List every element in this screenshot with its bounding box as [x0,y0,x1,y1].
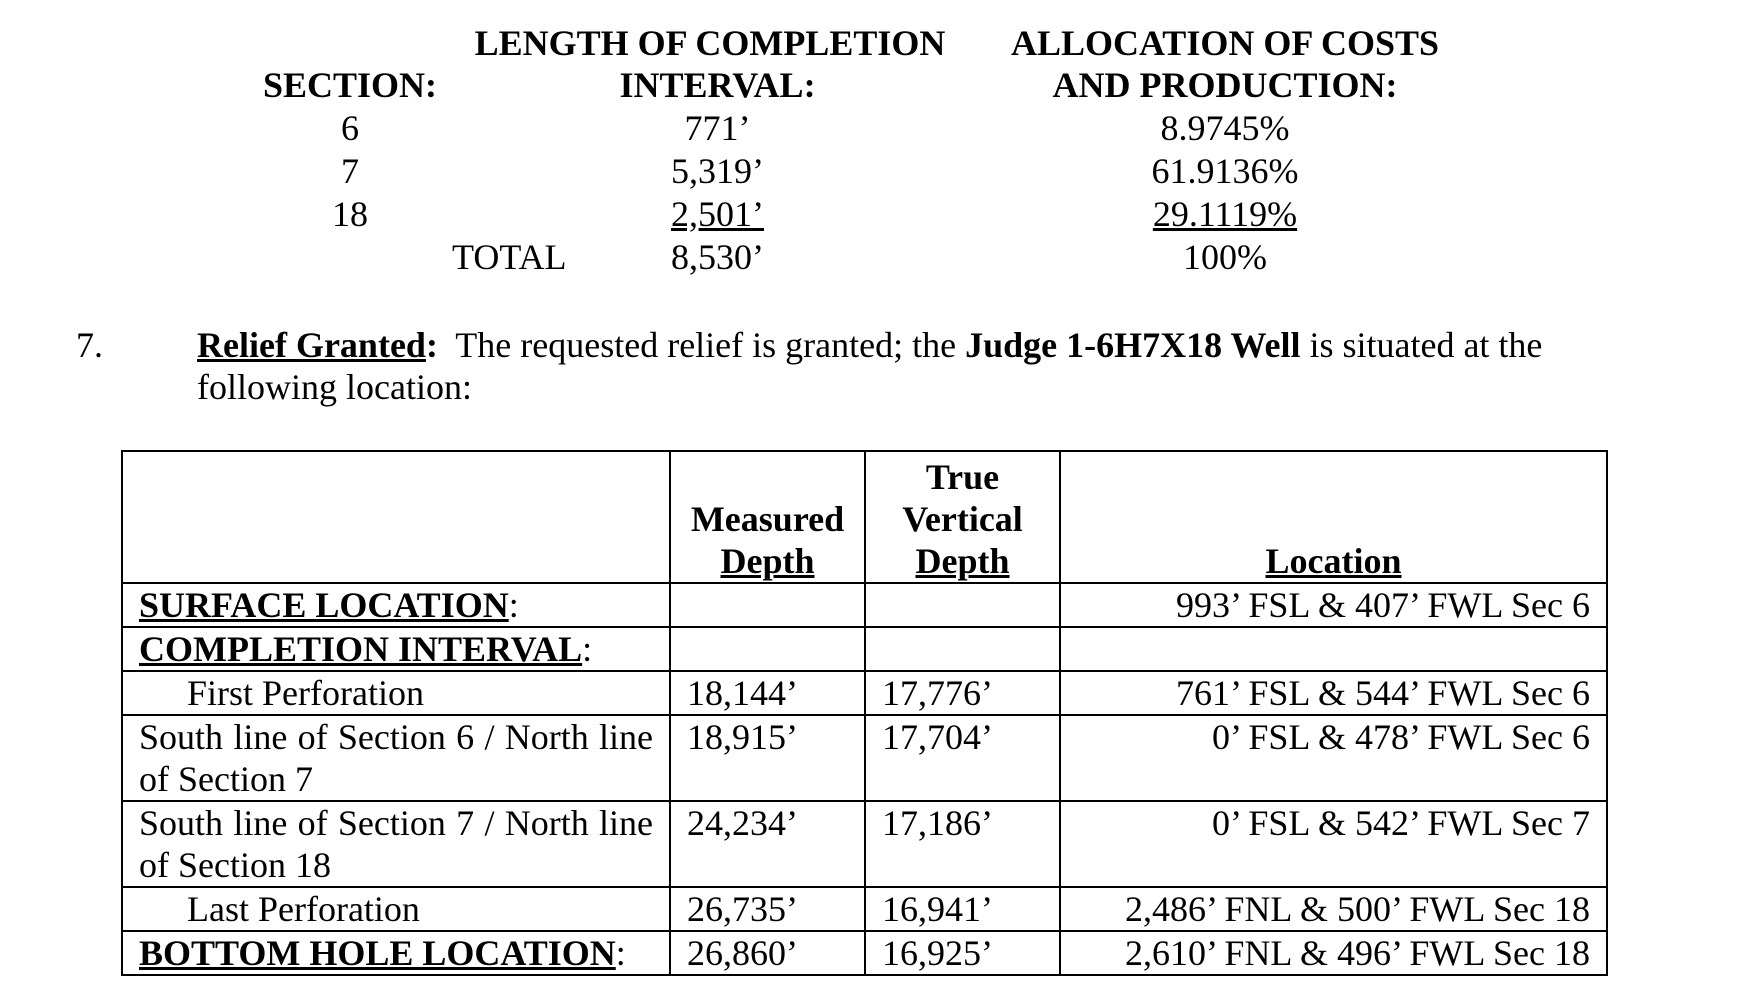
location-cell [1060,627,1607,671]
tvd-header [865,451,1060,583]
location-cell: 0’ FSL & 478’ FWL Sec 6 [1060,715,1607,801]
row-label: First Perforation [122,671,670,715]
measured-depth-cell: 26,735’ [670,887,865,931]
row-label [122,583,670,627]
table-row [122,931,1607,975]
well-name: Judge 1-6H7X18 Well [965,325,1301,365]
measured-depth-cell: 18,915’ [670,715,865,801]
measured-depth-header-line1: Measured [690,499,845,539]
location-table [121,450,1608,976]
tvd-header-line1: True [925,457,1000,497]
location-header [1060,451,1607,583]
table-row [122,583,1607,627]
tvd-cell [865,583,1060,627]
paragraph-text-before: The requested relief is granted; the [455,325,957,365]
row-label: South line of Section 7 / North line of Section 18 [122,801,670,887]
measured-depth-header-line2: Depth [720,541,815,581]
alloc-row-length [610,193,825,235]
alloc-header-line1: ALLOCATION OF COSTS [1010,23,1440,63]
table-row [122,671,1607,715]
total-label: TOTAL [452,237,567,277]
row-label [122,931,670,975]
measured-depth-header [670,451,865,583]
alloc-row-length: 771’ [684,108,751,148]
location-cell: 761’ FSL & 544’ FWL Sec 6 [1060,671,1607,715]
table-row [122,715,1607,801]
tvd-cell: 16,941’ [865,887,1060,931]
tvd-header-line3: Depth [915,541,1010,581]
tvd-header-line2: Vertical [902,499,1023,539]
measured-depth-cell: 24,234’ [670,801,865,887]
alloc-row-percent: 8.9745% [1160,108,1290,148]
alloc-row-section: 18 [332,194,368,234]
relief-granted-paragraph [197,324,1647,408]
tvd-cell: 17,704’ [865,715,1060,801]
alloc-header-line2: AND PRODUCTION: [1052,65,1398,105]
table-row [122,801,1607,887]
alloc-row-percent [1025,193,1425,235]
location-cell: 993’ FSL & 407’ FWL Sec 6 [1060,583,1607,627]
row-label: Last Perforation [122,887,670,931]
measured-depth-cell [670,627,865,671]
table-row [122,627,1607,671]
row-label: South line of Section 6 / North line of Section 7 [122,715,670,801]
alloc-row-percent: 61.9136% [1151,151,1299,191]
tvd-cell: 16,925’ [865,931,1060,975]
table-row [122,887,1607,931]
paragraph-text-after: is situated at the following location: [197,325,1543,407]
row-label-suffix: : [508,585,519,625]
location-header-label: Location [1265,541,1402,581]
tvd-cell: 17,776’ [865,671,1060,715]
measured-depth-cell: 26,860’ [670,931,865,975]
paragraph-heading-colon: : [425,325,438,365]
row-label-suffix: : [582,629,593,669]
alloc-row-section: 7 [341,151,359,191]
tvd-cell: 17,186’ [865,801,1060,887]
alloc-row-section: 6 [341,108,359,148]
row-label-text: SURFACE LOCATION [139,585,509,625]
tvd-cell [865,627,1060,671]
paragraph-number: 7. [76,325,103,365]
measured-depth-cell [670,583,865,627]
location-cell: 2,610’ FNL & 496’ FWL Sec 18 [1060,931,1607,975]
alloc-row-length: 5,319’ [671,151,764,191]
location-cell: 2,486’ FNL & 500’ FWL Sec 18 [1060,887,1607,931]
label-column-header [122,451,670,583]
length-header-line2: INTERVAL: [619,65,816,105]
alloc-row-length-value: 2,501’ [671,194,764,234]
row-label-suffix: : [615,933,626,973]
measured-depth-cell: 18,144’ [670,671,865,715]
row-label-text: COMPLETION INTERVAL [139,629,583,669]
total-length: 8,530’ [671,237,764,277]
row-label [122,627,670,671]
alloc-row-percent-value: 29.1119% [1152,194,1298,234]
length-header-line1: LENGTH OF COMPLETION [474,23,946,63]
total-percent: 100% [1183,237,1267,277]
location-cell: 0’ FSL & 542’ FWL Sec 7 [1060,801,1607,887]
section-header: SECTION: [262,65,438,105]
location-table-header-row [122,451,1607,583]
row-label-text: BOTTOM HOLE LOCATION [139,933,616,973]
paragraph-heading: Relief Granted [197,325,426,365]
